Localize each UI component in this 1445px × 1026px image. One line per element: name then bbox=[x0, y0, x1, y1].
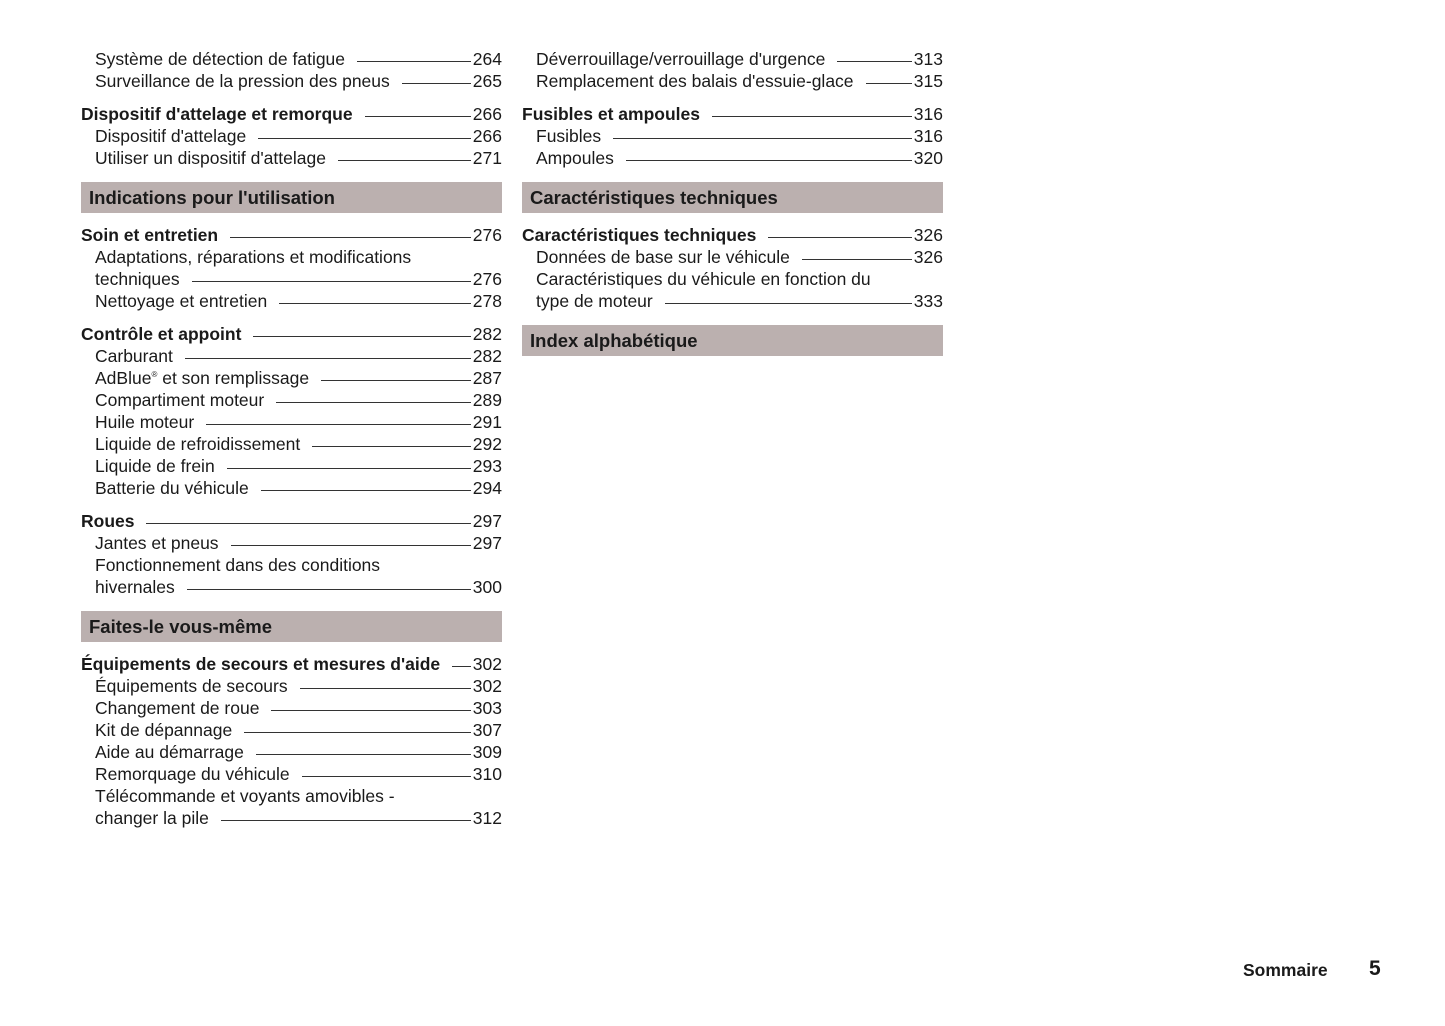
toc-chapter-label: Fusibles et ampoules bbox=[522, 104, 700, 124]
dot-leader bbox=[338, 160, 471, 161]
toc-chapter[interactable] bbox=[81, 103, 502, 125]
dot-leader bbox=[665, 303, 912, 304]
dot-leader bbox=[452, 666, 471, 667]
toc-page-number: 313 bbox=[913, 49, 943, 69]
toc-entry[interactable] bbox=[522, 125, 943, 147]
toc-entry-label: Changement de roue bbox=[95, 698, 260, 718]
toc-entry-label: Jantes et pneus bbox=[95, 533, 219, 553]
toc-page-number: 297 bbox=[472, 511, 502, 531]
toc-page-number: 302 bbox=[472, 676, 502, 696]
toc-entry[interactable] bbox=[81, 411, 502, 433]
toc-entry-label-line2: techniques bbox=[95, 269, 180, 289]
toc-entry-label-line1: Télécommande et voyants amovibles - bbox=[95, 786, 395, 806]
toc-page-number: 278 bbox=[472, 291, 502, 311]
toc-page-number: 294 bbox=[472, 478, 502, 498]
toc-chapter-label: Équipements de secours et mesures d'aide bbox=[81, 654, 441, 674]
toc-entry-label-line1: Fonctionnement dans des conditions bbox=[95, 555, 381, 575]
toc-column-right bbox=[522, 48, 943, 367]
section-band[interactable]: Index alphabétique bbox=[522, 325, 943, 356]
toc-page-number: 276 bbox=[472, 225, 502, 245]
toc-page-number: 307 bbox=[472, 720, 502, 740]
toc-entry-label: Kit de dépannage bbox=[95, 720, 233, 740]
footer-page-number: 5 bbox=[1369, 957, 1381, 980]
toc-chapter[interactable] bbox=[81, 323, 502, 345]
toc-page-number: 316 bbox=[913, 126, 943, 146]
toc-page-number: 333 bbox=[913, 291, 943, 311]
toc-entry[interactable] bbox=[81, 246, 502, 290]
dot-leader bbox=[866, 83, 912, 84]
dot-leader bbox=[276, 402, 471, 403]
toc-entry-label-line1: Caractéristiques du véhicule en fonction du bbox=[536, 269, 871, 289]
toc-entry[interactable] bbox=[81, 389, 502, 411]
dot-leader bbox=[802, 259, 912, 260]
dot-leader bbox=[321, 380, 471, 381]
dot-leader bbox=[837, 61, 911, 62]
dot-leader bbox=[302, 776, 471, 777]
toc-page-number: 302 bbox=[472, 654, 502, 674]
toc-page-number: 266 bbox=[472, 104, 502, 124]
toc-entry-label: Surveillance de la pression des pneus bbox=[95, 71, 390, 91]
toc-entry-label-line2: type de moteur bbox=[536, 291, 653, 311]
toc-entry[interactable] bbox=[81, 125, 502, 147]
dot-leader bbox=[185, 358, 471, 359]
toc-entry[interactable] bbox=[81, 70, 502, 92]
toc-page-number: 293 bbox=[472, 456, 502, 476]
dot-leader bbox=[253, 336, 470, 337]
toc-page-number: 315 bbox=[913, 71, 943, 91]
toc-chapter[interactable] bbox=[81, 510, 502, 532]
toc-entry[interactable] bbox=[522, 246, 943, 268]
toc-entry[interactable] bbox=[522, 48, 943, 70]
toc-page-number: 282 bbox=[472, 346, 502, 366]
toc-column-left bbox=[81, 48, 502, 829]
toc-chapter[interactable] bbox=[81, 653, 502, 675]
dot-leader bbox=[271, 710, 470, 711]
toc-entry[interactable] bbox=[81, 290, 502, 312]
dot-leader bbox=[227, 468, 471, 469]
dot-leader bbox=[312, 446, 471, 447]
toc-entry[interactable] bbox=[522, 268, 943, 312]
toc-entry[interactable] bbox=[81, 532, 502, 554]
footer-section-title: Sommaire bbox=[1243, 960, 1328, 980]
toc-page-number: 264 bbox=[472, 49, 502, 69]
dot-leader bbox=[187, 589, 471, 590]
dot-leader bbox=[192, 281, 471, 282]
dot-leader bbox=[300, 688, 471, 689]
dot-leader bbox=[712, 116, 912, 117]
toc-page-number: 265 bbox=[472, 71, 502, 91]
section-band[interactable]: Indications pour l'utilisation bbox=[81, 182, 502, 213]
dot-leader bbox=[402, 83, 471, 84]
toc-entry[interactable] bbox=[81, 675, 502, 697]
toc-entry-label: Carburant bbox=[95, 346, 173, 366]
registered-mark: ® bbox=[151, 370, 158, 380]
toc-entry[interactable] bbox=[81, 477, 502, 499]
toc-entry-label: Aide au démarrage bbox=[95, 742, 244, 762]
section-band[interactable]: Caractéristiques techniques bbox=[522, 182, 943, 213]
toc-entry[interactable] bbox=[81, 48, 502, 70]
toc-entry-label: Ampoules bbox=[536, 148, 614, 168]
dot-leader bbox=[221, 820, 471, 821]
toc-entry-label: Liquide de refroidissement bbox=[95, 434, 301, 454]
toc-page-number: 292 bbox=[472, 434, 502, 454]
toc-page-number: 276 bbox=[472, 269, 502, 289]
toc-entry-label-line1: Adaptations, réparations et modifications bbox=[95, 247, 412, 267]
toc-entry-label: Compartiment moteur bbox=[95, 390, 265, 410]
toc-entry[interactable] bbox=[81, 697, 502, 719]
adblue-label: AdBlue bbox=[95, 368, 152, 388]
toc-entry[interactable] bbox=[81, 785, 502, 829]
toc-page-number: 326 bbox=[913, 247, 943, 267]
toc-entry[interactable] bbox=[81, 345, 502, 367]
toc-chapter-label: Dispositif d'attelage et remorque bbox=[81, 104, 353, 124]
toc-page-number: 297 bbox=[472, 533, 502, 553]
toc-entry-label: Huile moteur bbox=[95, 412, 195, 432]
toc-entry[interactable] bbox=[81, 455, 502, 477]
dot-leader bbox=[279, 303, 471, 304]
dot-leader bbox=[258, 138, 471, 139]
toc-page-number: 291 bbox=[472, 412, 502, 432]
toc-chapter-label: Contrôle et appoint bbox=[81, 324, 242, 344]
toc-entry[interactable] bbox=[81, 147, 502, 169]
toc-entry[interactable] bbox=[81, 554, 502, 598]
toc-entry-label: Utiliser un dispositif d'attelage bbox=[95, 148, 326, 168]
toc-chapter-label: Roues bbox=[81, 511, 135, 531]
dot-leader bbox=[357, 61, 471, 62]
toc-page-number: 300 bbox=[472, 577, 502, 597]
dot-leader bbox=[231, 545, 471, 546]
dot-leader bbox=[261, 490, 471, 491]
toc-chapter[interactable] bbox=[522, 103, 943, 125]
toc-entry-label: Données de base sur le véhicule bbox=[536, 247, 790, 267]
dot-leader bbox=[613, 138, 912, 139]
dot-leader bbox=[365, 116, 471, 117]
toc-entry[interactable] bbox=[81, 367, 502, 389]
toc-page-number: 271 bbox=[472, 148, 502, 168]
toc-chapter-label: Soin et entretien bbox=[81, 225, 219, 245]
toc-entry[interactable] bbox=[81, 763, 502, 785]
toc-entry-label bbox=[95, 367, 309, 389]
dot-leader bbox=[256, 754, 471, 755]
toc-entry[interactable] bbox=[522, 70, 943, 92]
toc-entry-label-line2: changer la pile bbox=[95, 808, 209, 828]
toc-page-number: 309 bbox=[472, 742, 502, 762]
toc-chapter[interactable] bbox=[81, 224, 502, 246]
toc-page-number: 326 bbox=[913, 225, 943, 245]
toc-page-number: 266 bbox=[472, 126, 502, 146]
toc-page-number: 289 bbox=[472, 390, 502, 410]
dot-leader bbox=[146, 523, 470, 524]
toc-page-number: 310 bbox=[472, 764, 502, 784]
toc-page-number: 312 bbox=[472, 808, 502, 828]
toc-page-number: 316 bbox=[913, 104, 943, 124]
toc-page-number: 282 bbox=[472, 324, 502, 344]
toc-chapter[interactable] bbox=[522, 224, 943, 246]
toc-entry-label: Liquide de frein bbox=[95, 456, 215, 476]
toc-page-number: 287 bbox=[472, 368, 502, 388]
toc-chapter-label: Caractéristiques techniques bbox=[522, 225, 757, 245]
section-band[interactable]: Faites-le vous-même bbox=[81, 611, 502, 642]
dot-leader bbox=[626, 160, 912, 161]
toc-entry-label: Équipements de secours bbox=[95, 676, 288, 696]
dot-leader bbox=[230, 237, 471, 238]
toc-entry-label: Remplacement des balais d'essuie-glace bbox=[536, 71, 854, 91]
adblue-label-rest: et son remplissage bbox=[157, 368, 310, 388]
toc-entry-label: Remorquage du véhicule bbox=[95, 764, 290, 784]
toc-entry-label: Dispositif d'attelage bbox=[95, 126, 247, 146]
toc-entry-label: Batterie du véhicule bbox=[95, 478, 249, 498]
toc-entry[interactable] bbox=[81, 719, 502, 741]
toc-entry-label: Système de détection de fatigue bbox=[95, 49, 346, 69]
dot-leader bbox=[768, 237, 911, 238]
toc-entry[interactable] bbox=[81, 741, 502, 763]
dot-leader bbox=[206, 424, 471, 425]
toc-entry[interactable] bbox=[522, 147, 943, 169]
toc-entry-label: Nettoyage et entretien bbox=[95, 291, 268, 311]
toc-entry-label-line2: hivernales bbox=[95, 577, 175, 597]
toc-entry[interactable] bbox=[81, 433, 502, 455]
toc-page-number: 320 bbox=[913, 148, 943, 168]
toc-entry-label: Fusibles bbox=[536, 126, 602, 146]
toc-page-number: 303 bbox=[472, 698, 502, 718]
dot-leader bbox=[244, 732, 471, 733]
toc-entry-label: Déverrouillage/verrouillage d'urgence bbox=[536, 49, 826, 69]
